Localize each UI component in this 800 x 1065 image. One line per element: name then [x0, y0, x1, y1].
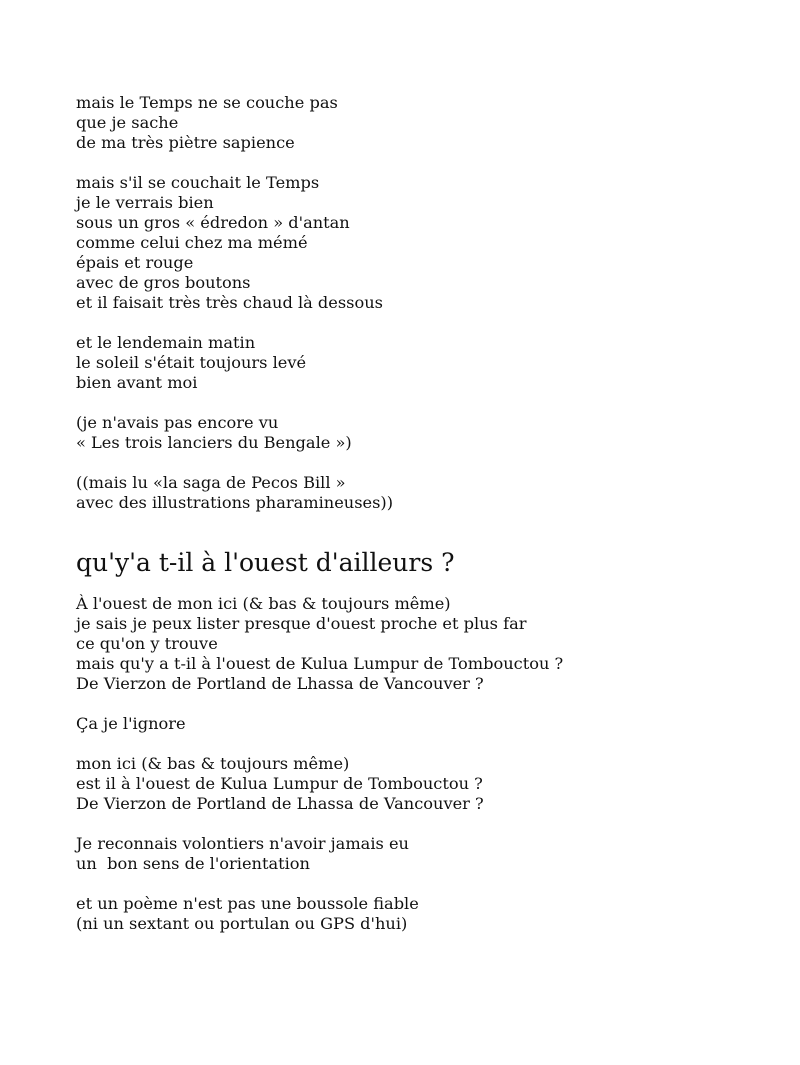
stanza: [76, 173, 776, 313]
stanza: [76, 894, 776, 934]
verse-line: je le verrais bien: [76, 193, 214, 212]
verse-line: mais s'il se couchait le Temps: [76, 173, 320, 192]
verse-line: mais qu'y a t-il à l'ouest de Kulua Lumpur de Tombouctou ?: [76, 654, 564, 673]
stanza: [76, 93, 776, 153]
verse-line: De Vierzon de Portland de Lhassa de Vancouver ?: [76, 794, 484, 813]
poem-1: [76, 93, 776, 513]
verse-line: je sais je peux lister presque d'ouest proche et plus far: [76, 614, 527, 633]
verse-line: De Vierzon de Portland de Lhassa de Vancouver ?: [76, 674, 484, 693]
stanza: [76, 413, 776, 453]
verse-line: épais et rouge: [76, 253, 194, 272]
verse-line: de ma très piètre sapience: [76, 133, 295, 152]
document-page: [76, 93, 776, 954]
verse-line: et un poème n'est pas une boussole fiable: [76, 894, 419, 913]
verse-line: avec des illustrations pharamineuses)): [76, 493, 394, 512]
verse-line: et le lendemain matin: [76, 333, 256, 352]
verse-line: sous un gros « édredon » d'antan: [76, 213, 350, 232]
verse-line: ce qu'on y trouve: [76, 634, 218, 653]
verse-line: bien avant moi: [76, 373, 198, 392]
stanza: [76, 594, 776, 694]
verse-line: À l'ouest de mon ici (& bas & toujours même): [76, 594, 451, 613]
poem-title: qu'y'a t-il à l'ouest d'ailleurs ?: [76, 548, 455, 577]
verse-line: « Les trois lanciers du Bengale »): [76, 433, 352, 452]
verse-line: un bon sens de l'orientation: [76, 854, 310, 873]
verse-line: que je sache: [76, 113, 179, 132]
verse-line: avec de gros boutons: [76, 273, 251, 292]
verse-line: comme celui chez ma mémé: [76, 233, 308, 252]
verse-line: ((mais lu «la saga de Pecos Bill »: [76, 473, 346, 492]
verse-line: mon ici (& bas & toujours même): [76, 754, 350, 773]
verse-line: mais le Temps ne se couche pas: [76, 93, 338, 112]
verse-line: et il faisait très très chaud là dessous: [76, 293, 383, 312]
stanza: [76, 473, 776, 513]
stanza: [76, 754, 776, 814]
verse-line: Ça je l'ignore: [76, 714, 186, 733]
verse-line: est il à l'ouest de Kulua Lumpur de Tombouctou ?: [76, 774, 483, 793]
stanza: [76, 714, 776, 734]
verse-line: (je n'avais pas encore vu: [76, 413, 279, 432]
poem-2: [76, 548, 776, 934]
stanza: [76, 834, 776, 874]
verse-line: le soleil s'était toujours levé: [76, 353, 307, 372]
verse-line: Je reconnais volontiers n'avoir jamais eu: [76, 834, 409, 853]
stanza: [76, 333, 776, 393]
verse-line: (ni un sextant ou portulan ou GPS d'hui): [76, 914, 408, 933]
